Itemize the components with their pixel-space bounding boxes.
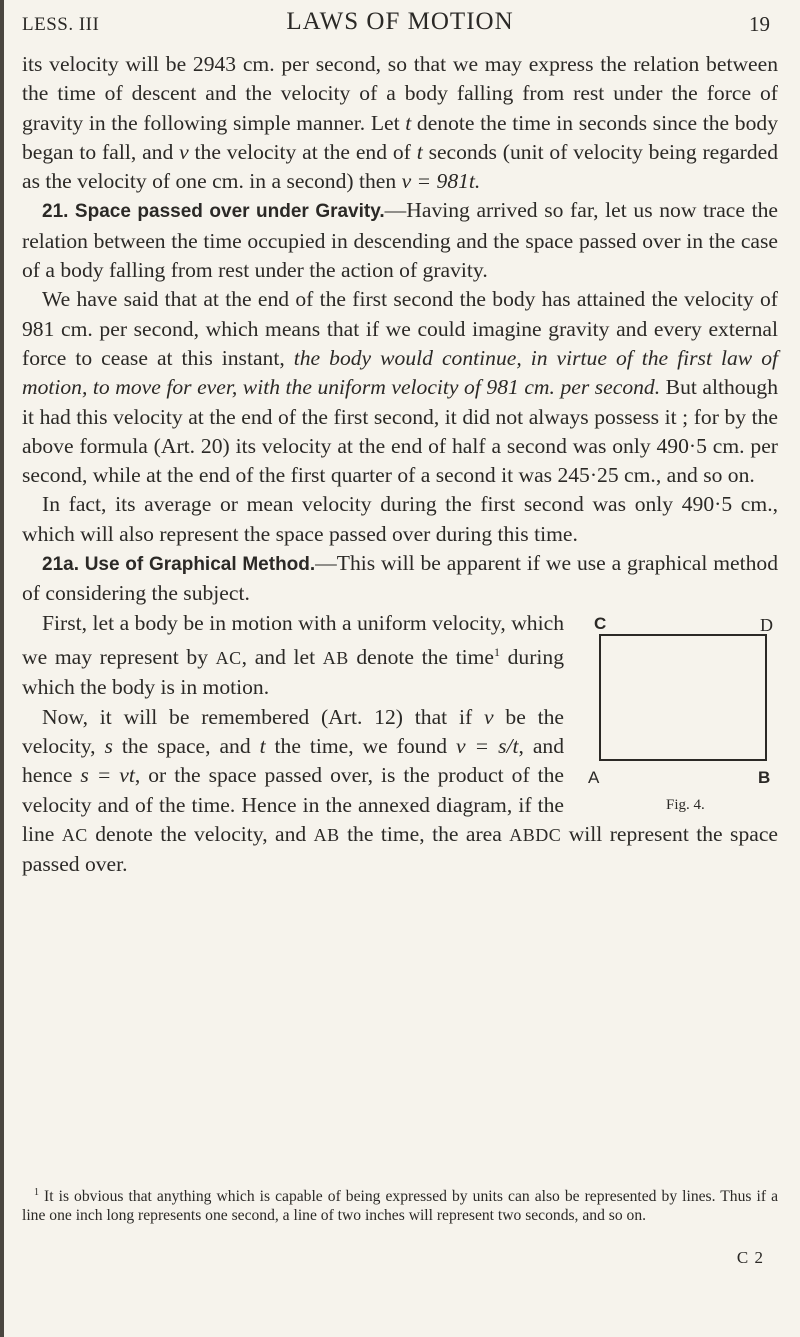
footnote-ref: 1 bbox=[493, 644, 500, 659]
page-binding-edge bbox=[0, 0, 4, 1337]
running-header bbox=[22, 8, 778, 44]
section-21-heading: 21. Space passed over under Gravity. bbox=[42, 201, 385, 223]
label-c: C bbox=[594, 614, 607, 633]
paragraph-average-velocity: In fact, its average or mean velocity during the first second was only 490·5 cm., which will also represent the space passed over during this time. bbox=[22, 492, 778, 546]
lesson-label: LESS. III bbox=[22, 14, 100, 35]
footnote-block bbox=[22, 1183, 778, 1225]
label-a: A bbox=[588, 767, 600, 787]
footnote-1: $^1$ It is obvious that anything which is capable of being expressed by units can also be represented by lines. Thus if a line one inch long represents one second, a line of two inches will represent two seconds, and so on. bbox=[22, 1187, 778, 1225]
paragraph-first-second: We have said that at the end of the first second the body has attained the velocity of 981 cm. per second, which means that if we could imagine gravity and every external force to cease at this instant, the body would continue, in virtue of the first law of motion, to move for ever, with the uniform velocity of 981 cm. per second. But although it had this velocity at the end of the first second, it did not always possess it ; for by the above formula (Art. 20) its velocity at the end of half a second was only 490·5 cm. per second, while at the end of the first quarter of a second it was 245·25 cm., and so on. bbox=[22, 287, 778, 488]
section-21a-heading: 21a. Use of Graphical Method. bbox=[42, 554, 316, 576]
figure-caption: Fig. 4. bbox=[666, 796, 705, 813]
section-21a: 21a. Use of Graphical Method.—This will be apparent if we use a graphical method of considering the subject. bbox=[22, 551, 778, 606]
figure-4-diagram bbox=[578, 615, 778, 813]
page-body bbox=[22, 50, 778, 880]
label-d: D bbox=[760, 614, 773, 635]
paragraph-uniform-velocity: First, let a body be in motion with a uniform velocity, which we may represent by AC, and let AB denote the time$^1$ during which the body is in motion. bbox=[22, 610, 564, 700]
paragraph-velocity: its velocity will be 2943 cm. per second, so that we may express the relation between the time of descent and the velocity of a body falling from rest under the force of gravity in the following simple manner. Let t denote the time in seconds since the body began to fall, and v the velocity at the end of t seconds (unit of velocity being regarded as the velocity of one cm. in a second) then v = 981t. bbox=[22, 52, 779, 194]
footnote-marker: 1 bbox=[34, 1187, 39, 1198]
area-abdc-rectangle bbox=[600, 635, 766, 760]
signature-mark: C 2 bbox=[736, 1248, 764, 1267]
label-b: B bbox=[758, 767, 771, 787]
paragraph-space-product: Now, it will be remembered (Art. 12) that if v be the velocity, s the space, and t the time, we found v = s/t, and hence s = vt, or the space passed over, is the product of the velocity and of the time. Hence in the annexed diagram, if the line AC denote the velocity, and AB the time, the area ABDC will represent the space passed over. bbox=[22, 704, 779, 877]
section-21: 21. Space passed over under Gravity.—Having arrived so far, let us now trace the relation between the time occupied in descending and the space passed over in the case of a body falling from rest under the action of gravity. bbox=[22, 198, 778, 283]
page-number: 19 bbox=[749, 12, 770, 36]
page-title: LAWS OF MOTION bbox=[286, 8, 514, 35]
